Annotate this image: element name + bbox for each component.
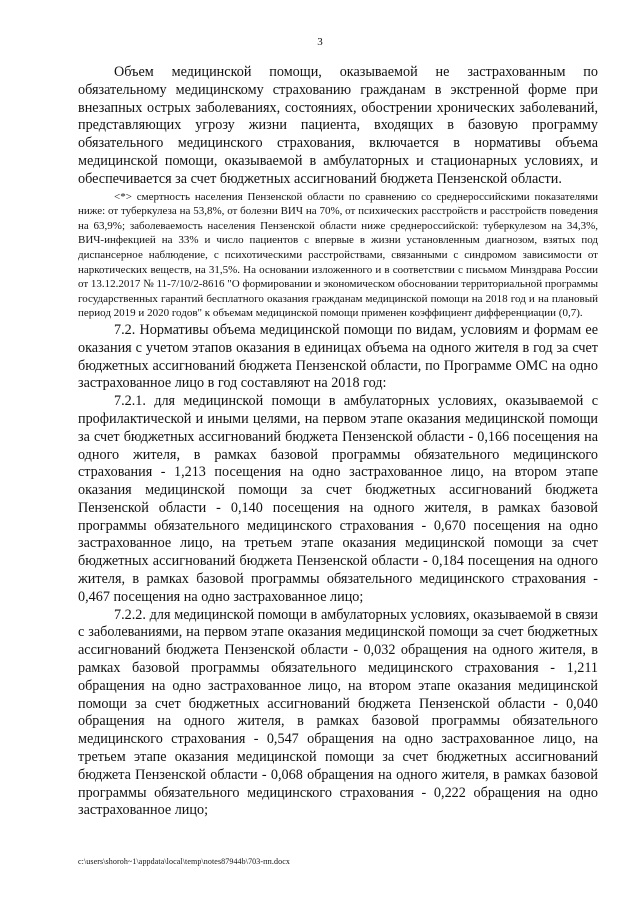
document-body <box>78 64 598 820</box>
paragraph-7-2-2: 7.2.2. для медицинской помощи в амбулаторных условиях, оказываемой в связи с заболеваниями, на первом этапе оказания медицинской помощи за счет бюджетных ассигнований бюджета Пензенской области - 0,032 обращения на одного жителя, в рамках базовой программы обязательного медицинского страхования - 1,211 обращения на одно застрахованное лицо, на втором этапе оказания медицинской помощи за счет бюджетных ассигнований бюджета Пензенской области - 0,040 обращения на одного жителя, в рамках базовой программы обязательного медицинского страхования - 0,547 обращения на одно застрахованное лицо, на третьем этапе оказания медицинской помощи за счет бюджетных ассигнований бюджета Пензенской области - 0,068 обращения на одного жителя, в рамках базовой программы обязательного медицинского страхования - 0,222 обращения на одно застрахованное лицо; <box>78 606 598 819</box>
paragraph-7-2-1: 7.2.1. для медицинской помощи в амбулаторных условиях, оказываемой с профилактической и иными целями, на первом этапе оказания медицинской помощи за счет бюджетных ассигнований бюджета Пензенской области - 0,166 посещения на одного жителя, в рамках базовой программы обязательного медицинского страхования - 1,213 посещения на одно застрахованное лицо, на втором этапе оказания медицинской помощи за счет бюджетных ассигнований бюджета Пензенской области - 0,140 посещения на одного жителя, в рамках базовой программы обязательного медицинского страхования - 0,670 посещения на одно застрахованное лицо, на третьем этапе оказания медицинской помощи за счет бюджетных ассигнований бюджета Пензенской области - 0,184 посещения на одного жителя, в рамках базовой программы обязательного медицинского страхования - 0,467 посещения на одно застрахованное лицо; <box>78 393 598 605</box>
page-number: 3 <box>317 36 323 48</box>
footer-file-path: c:\users\shoroh~1\appdata\local\temp\notes87944b\703-пп.docx <box>78 857 290 866</box>
footnote-mortality: <*> смертность населения Пензенской области по сравнению со среднероссийскими показателями ниже: от туберкулеза на 53,8%, от болезни ВИЧ на 70%, от психических расстройств и расстройств поведения на 63,9%; заболеваемость населения Пензенской области ниже среднероссийской: туберкулезом на 34,3%, ВИЧ-инфекцией на 33% и число пациентов с впервые в жизни установленным диагнозом, взятых под диспансерное наблюдение, с психотическими расстройствами, связанными с синдромом зависимости от наркотических веществ, на 31,5%. На основании изложенного и в соответствии с письмом Минздрава России от 13.12.2017 № 11-7/10/2-8616 "О формировании и экономическом обосновании территориальной программы государственных гарантий бесплатного оказания гражданам медицинской помощи на 2018 год и на плановый период 2019 и 2020 годов" к объемам медицинской помощи применен коэффициент дифференциации (0,7). <box>78 190 598 320</box>
paragraph-uninsured-care: Объем медицинской помощи, оказываемой не застрахованным по обязательному медицинскому страхованию гражданам в экстренной форме при внезапных острых заболеваниях, состояниях, обострении хронических заболеваний, представляющих угрозу жизни пациента, входящих в базовую программу обязательного медицинского страхования, включается в нормативы объема медицинской помощи, оказываемой в амбулаторных и стационарных условиях, и обеспечивается за счет бюджетных ассигнований бюджета Пензенской области. <box>78 64 598 187</box>
paragraph-7-2: 7.2. Нормативы объема медицинской помощи по видам, условиям и формам ее оказания с учетом этапов оказания в единицах объема на одного жителя в год за счет бюджетных ассигнований бюджета Пензенской области, по Программе ОМС на одно застрахованное лицо в год составляют на 2018 год: <box>78 321 598 392</box>
